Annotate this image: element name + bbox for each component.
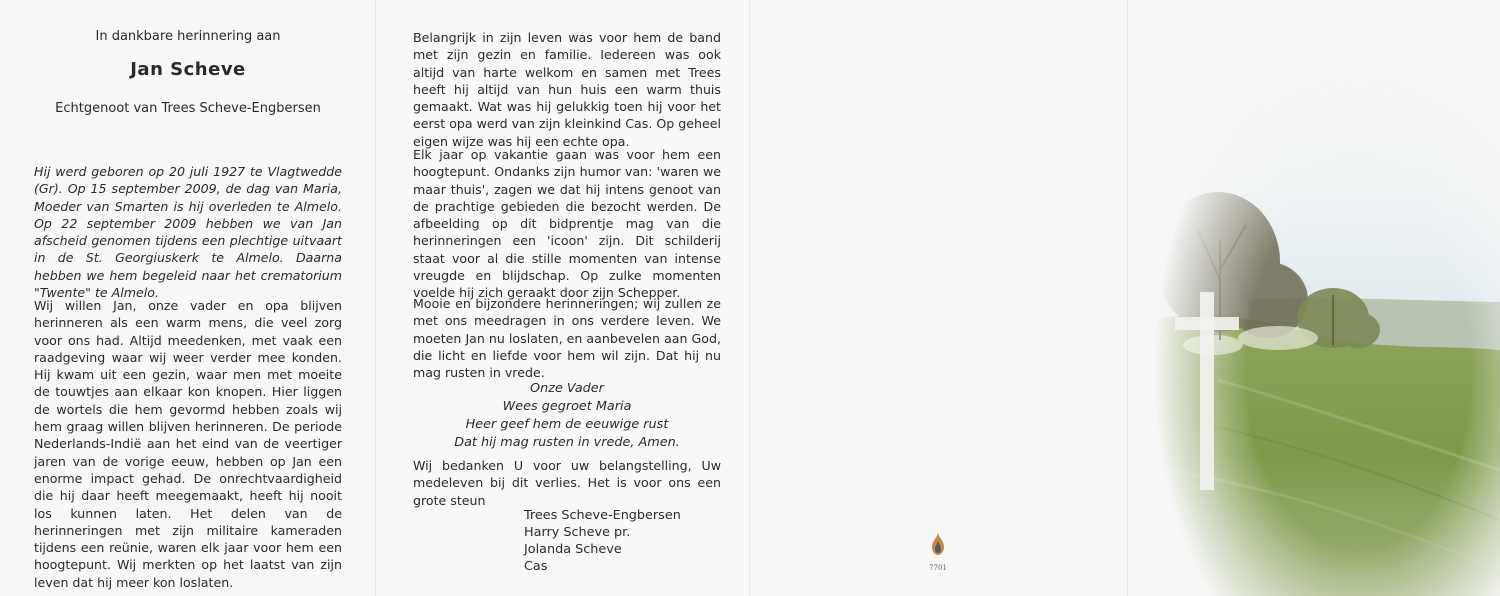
landscape-painting bbox=[1128, 0, 1500, 596]
thanks-paragraph: Wij bedanken U voor uw belangstelling, Uw medeleven bij dit verlies. Het is voor ons een grote steun bbox=[413, 458, 721, 508]
memory-paragraph-2: Belangrijk in zijn leven was voor hem de band met zijn gezin en familie. Iedereen was ook altijd van harte welkom en samen met Trees heeft hij altijd van hun huis een warm thuis gemaakt. Wat was hij gelukkig toen hij voor het eerst opa werd van zijn kleinkind Cas. Op geheel eigen wijze was hij een echte opa. bbox=[413, 30, 721, 149]
prayer-line: Dat hij mag rusten in vrede, Amen. bbox=[454, 435, 680, 450]
spouse-line: Echtgenoot van Trees Scheve-Engbersen bbox=[55, 101, 321, 116]
prayer-line: Onze Vader bbox=[530, 381, 604, 396]
memorial-header: In dankbare herinnering aan bbox=[95, 29, 281, 44]
printer-mark bbox=[918, 532, 958, 572]
card-panel-left bbox=[0, 0, 376, 596]
deceased-name: Jan Scheve bbox=[130, 59, 246, 80]
prayer-block bbox=[413, 380, 721, 452]
memory-paragraph-1: Wij willen Jan, onze vader en opa blijven herinneren als een warm mens, die veel zorg voor ons had. Altijd meedenken, met vaak een raadgeving waar wij weer verder mee konden. Hij kwam uit een gezin, waar men met moeite de touwtjes aan elkaar kon knopen. Hier liggen de wortels die hem gevormd hebben zoals wij hem graag willen blijven herinneren. De periode Nederlands-Indië aan het eind van de veertiger jaren van de vorige eeuw, hebben op Jan een enorme impact gehad. De onrechtvaardigheid die hij daar heeft meegemaakt, heeft hij nooit los kunnen laten. Het delen van de herinneringen met zijn militaire kameraden tijdens een reünie, waren elk jaar voor hem een hoogtepunt. Wij merkten op het laatst van zijn leven dat hij meer kon loslaten. bbox=[34, 298, 342, 590]
signer: Jolanda Scheve bbox=[524, 542, 622, 557]
intro-paragraph: Hij werd geboren op 20 juli 1927 te Vlagtwedde (Gr). Op 15 september 2009, de dag van Maria, Moeder van Smarten is hij overleden te Almelo. Op 22 september 2009 hebben we van Jan afscheid genomen tijdens een plechtige uitvaart in de St. Georgiuskerk te Almelo. Daarna hebben we hem begeleid naar het crematorium "Twente" te Almelo. bbox=[34, 164, 342, 301]
memory-paragraph-3: Elk jaar op vakantie gaan was voor hem een hoogtepunt. Ondanks zijn humor van: 'waren we maar thuis', zagen we dat hij intens genoot van de prachtige gebieden die bezocht werden. De afbeelding op dit bidprentje mag van die herinneringen een 'icoon' zijn. Dit schilderij staat voor al die stille momenten van intense vreugde en blijdschap. Op zulke momenten voelde hij zich geraakt door zijn Schepper. bbox=[413, 147, 721, 301]
card-panel-picture bbox=[1128, 0, 1500, 596]
signer: Cas bbox=[524, 559, 548, 574]
printer-code: 7701 bbox=[929, 564, 947, 572]
memory-paragraph-4: Mooie en bijzondere herinneringen; wij zullen ze met ons meedragen in ons verdere leven. We moeten Jan nu loslaten, en aanbevelen aan God, die licht en liefde voor hem wil zijn. Dat hij nu mag rusten in vrede. bbox=[413, 296, 721, 381]
flame-logo-icon bbox=[930, 532, 946, 558]
prayer-line: Wees gegroet Maria bbox=[502, 399, 632, 414]
cross-horizontal-beam bbox=[1175, 317, 1239, 330]
prayer-line: Heer geef hem de eeuwige rust bbox=[465, 417, 669, 432]
signer: Harry Scheve pr. bbox=[524, 525, 631, 540]
signer: Trees Scheve-Engbersen bbox=[524, 508, 681, 523]
card-panel-blank bbox=[750, 0, 1128, 596]
signers-list bbox=[524, 507, 681, 575]
